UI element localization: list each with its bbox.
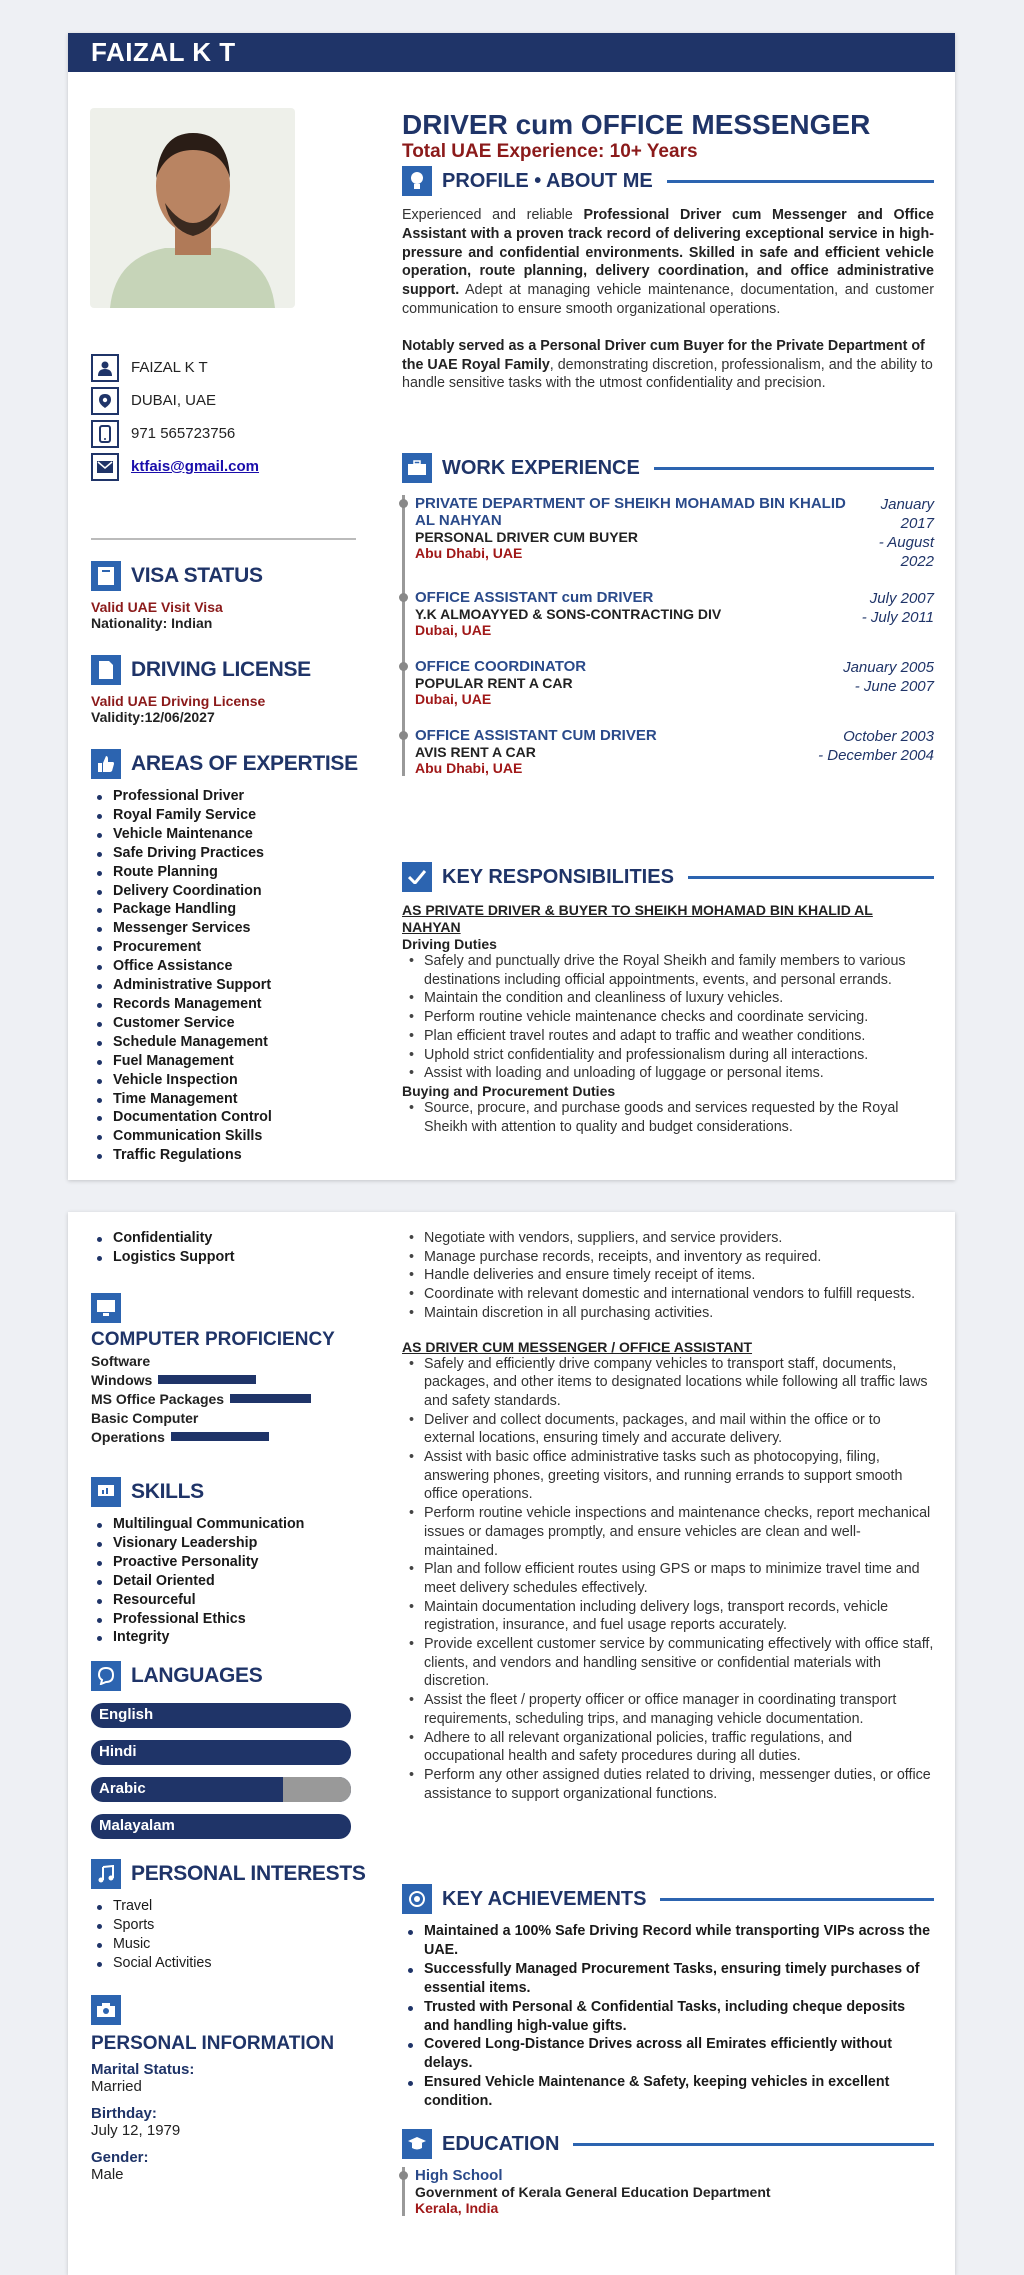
work-dates: January 2005 - June 2007 — [843, 659, 934, 695]
work-section — [402, 453, 934, 796]
license-section — [91, 655, 381, 725]
presentation-chart-icon — [91, 1477, 121, 1507]
profile-text: Experienced and reliable Professional Driver cum Messenger and Office Assistant with a proven track record of delivering exceptional service in high-pressure and confidential environments. Skilled in safe and efficient vehicle operation, route planning, delivery coordination, and office administrative support. Adept at managing vehicle maintenance, documentation, and customer communication to ensure smooth organizational operations. — [402, 207, 934, 317]
language-name: Arabic — [99, 1780, 146, 1797]
office-duties-list — [402, 1355, 934, 1804]
name-banner: FAIZAL K T — [68, 33, 955, 72]
target-icon — [402, 1884, 432, 1914]
person-icon — [91, 354, 119, 382]
buying-duties-list-continued — [402, 1229, 934, 1323]
skills-list — [91, 1515, 381, 1647]
expertise-item: Administrative Support — [91, 976, 381, 995]
timeline-dot — [399, 2171, 408, 2180]
work-dates: October 2003 - December 2004 — [818, 728, 934, 764]
experience-total: Total UAE Experience: 10+ Years — [402, 141, 698, 162]
resume-page-1 — [68, 33, 955, 1180]
expertise-item: Vehicle Maintenance — [91, 825, 381, 844]
nationality: Nationality: Indian — [91, 615, 213, 631]
languages-heading: LANGUAGES — [91, 1661, 381, 1691]
work-location: Dubai, UAE — [415, 691, 492, 707]
achievements-section — [402, 1884, 934, 2111]
work-heading: WORK EXPERIENCE — [402, 453, 934, 483]
skill-item: Professional Ethics — [91, 1610, 381, 1629]
marital-value: Married — [91, 2078, 142, 2095]
work-title: OFFICE ASSISTANT CUM DRIVER — [415, 727, 657, 744]
interest-item: Travel — [91, 1897, 381, 1916]
profile-section — [402, 166, 934, 393]
office-duty-item: • Maintain documentation including delivery logs, transport records, vehicle registration, insurance, and fuel usage reports accurately. — [402, 1598, 934, 1635]
responsibilities-section — [402, 862, 934, 1136]
work-timeline — [402, 495, 934, 776]
buying-duty-item: • Maintain discretion in all purchasing activities. — [402, 1304, 934, 1323]
office-duty-item: • Deliver and collect documents, packages, and mail within the office or to external locations, ensuring timely and accurate delivery. — [402, 1411, 934, 1448]
timeline-dot — [399, 731, 408, 740]
language-bar — [91, 1740, 351, 1765]
lightbulb-icon — [402, 166, 432, 196]
language-bar — [91, 1703, 351, 1728]
expertise-item: Office Assistance — [91, 957, 381, 976]
skills-section — [91, 1477, 381, 1647]
document-icon — [91, 655, 121, 685]
buying-duty-item: • Coordinate with relevant domestic and international vendors to fulfill requests. — [402, 1285, 934, 1304]
expertise-item: Documentation Control — [91, 1108, 381, 1127]
personal-heading: PERSONAL INFORMATION — [91, 2033, 335, 2054]
contact-city — [91, 384, 381, 417]
language-name: Hindi — [99, 1743, 137, 1760]
interest-item: Sports — [91, 1916, 381, 1935]
driving-duty-item: • Maintain the condition and cleanliness of luxury vehicles. — [402, 989, 934, 1008]
work-entry — [405, 589, 934, 638]
office-duty-item: • Safely and efficiently drive company vehicles to transport staff, documents, packages, and other items to designated locations while following all traffic laws and safety standards. — [402, 1355, 934, 1411]
expertise-item: Route Planning — [91, 863, 381, 882]
profile-royal-text: Notably served as a Personal Driver cum Buyer for the Private Department of the UAE Royal Family, demonstrating discretion, professionalism, and the ability to handle sensitive tasks with the utmost confidentiality and precision. — [402, 337, 933, 392]
computer-skill — [91, 1389, 381, 1408]
visa-section — [91, 561, 381, 631]
gender-label: Gender: — [91, 2149, 149, 2166]
achievement-item: Trusted with Personal & Confidential Tasks, including cheque deposits and handling high-value gifts. — [402, 1998, 934, 2036]
work-company: POPULAR RENT A CAR — [415, 675, 573, 691]
language-bar — [91, 1777, 351, 1802]
expertise-continued — [91, 1229, 381, 1267]
buying-duties-label: Buying and Procurement Duties — [402, 1082, 616, 1099]
contact-block — [91, 351, 381, 483]
driving-duty-item: • Assist with loading and unloading of luggage or personal items. — [402, 1064, 934, 1083]
expertise-item: Time Management — [91, 1090, 381, 1109]
expertise-item: Delivery Coordination — [91, 882, 381, 901]
visa-status: Valid UAE Visit Visa — [91, 599, 223, 615]
education-entry — [402, 2167, 934, 2216]
office-duty-item: • Perform routine vehicle inspections and maintenance checks, report mechanical issues or damages promptly, and ensure vehicles are clean and well-maintained. — [402, 1504, 934, 1560]
divider — [91, 538, 356, 540]
expertise-item: Logistics Support — [91, 1248, 381, 1267]
contact-name-text: FAIZAL K T — [131, 359, 208, 376]
buying-duties-list — [402, 1099, 934, 1136]
responsibilities-heading: KEY RESPONSIBILITIES — [402, 862, 934, 892]
achievements-list — [402, 1922, 934, 2111]
work-entry — [405, 658, 934, 707]
interests-list — [91, 1897, 381, 1973]
buying-duty-item: • Negotiate with vendors, suppliers, and service providers. — [402, 1229, 934, 1248]
buying-duty-item: • Handle deliveries and ensure timely receipt of items. — [402, 1266, 934, 1285]
expertise-item: Vehicle Inspection — [91, 1071, 381, 1090]
briefcase-icon — [402, 453, 432, 483]
driving-duty-item: • Plan efficient travel routes and adapt to traffic and weather conditions. — [402, 1027, 934, 1046]
achievement-item: Covered Long-Distance Drives across all Emirates efficiently without delays. — [402, 2035, 934, 2073]
expertise-item: Package Handling — [91, 900, 381, 919]
birthday-value: July 12, 1979 — [91, 2122, 181, 2139]
achievements-heading: KEY ACHIEVEMENTS — [402, 1884, 934, 1914]
computer-heading: COMPUTER PROFICIENCY — [91, 1329, 335, 1350]
expertise-item: Customer Service — [91, 1014, 381, 1033]
language-name: English — [99, 1706, 154, 1723]
contact-phone-text: 971 565723756 — [131, 425, 236, 442]
skill-item: Multilingual Communication — [91, 1515, 381, 1534]
computer-skill-bar — [158, 1375, 256, 1384]
buying-duty-item: • Source, procure, and purchase goods and services requested by the Royal Sheikh with attention to quality and budget considerations. — [402, 1099, 934, 1136]
expertise-section — [91, 749, 381, 1165]
computer-section — [91, 1293, 381, 1446]
profile-photo — [90, 108, 295, 308]
phone-icon — [91, 420, 119, 448]
contact-name — [91, 351, 381, 384]
computer-skill-label: MS Office Packages — [91, 1390, 225, 1407]
location-pin-icon — [91, 387, 119, 415]
interests-heading: PERSONAL INTERESTS — [91, 1859, 381, 1889]
expertise-item: Procurement — [91, 938, 381, 957]
education-heading: EDUCATION — [402, 2129, 934, 2159]
expertise-item: Safe Driving Practices — [91, 844, 381, 863]
computer-skill — [91, 1408, 381, 1427]
office-duty-item: • Adhere to all relevant organizational policies, traffic regulations, and occupational health and safety procedures during all duties. — [402, 1729, 934, 1766]
expertise-item: Fuel Management — [91, 1052, 381, 1071]
expertise-item: Communication Skills — [91, 1127, 381, 1146]
camera-icon — [91, 1995, 121, 2025]
title-block — [402, 109, 934, 163]
language-bar-remaining — [283, 1777, 351, 1802]
computer-skill-label: Operations — [91, 1428, 165, 1445]
job-title: DRIVER cum OFFICE MESSENGER — [402, 109, 871, 140]
computer-skill-label: Windows — [91, 1371, 153, 1388]
buying-duty-item: • Manage purchase records, receipts, and inventory as required. — [402, 1248, 934, 1267]
office-duty-item: • Plan and follow efficient routes using GPS or maps to minimize travel time and meet delivery schedules effectively. — [402, 1560, 934, 1597]
languages-section — [91, 1661, 381, 1851]
resume-page-2 — [68, 1212, 955, 2275]
computer-skill-list — [91, 1370, 381, 1446]
achievement-item: Successfully Managed Procurement Tasks, ensuring timely purchases of essential items. — [402, 1960, 934, 1998]
skill-item: Integrity — [91, 1628, 381, 1647]
expertise-list-continued — [91, 1229, 381, 1267]
expertise-item: Schedule Management — [91, 1033, 381, 1052]
marital-label: Marital Status: — [91, 2061, 195, 2078]
skills-heading: SKILLS — [91, 1477, 381, 1507]
birthday-label: Birthday: — [91, 2105, 157, 2122]
skill-item: Visionary Leadership — [91, 1534, 381, 1553]
work-title: OFFICE COORDINATOR — [415, 658, 587, 675]
computer-skill-bar — [230, 1394, 311, 1403]
music-note-icon — [91, 1859, 121, 1889]
responsibilities-continued — [402, 1229, 934, 1803]
expertise-item: Records Management — [91, 995, 381, 1014]
expertise-item: Messenger Services — [91, 919, 381, 938]
expertise-item: Royal Family Service — [91, 806, 381, 825]
graduation-cap-icon — [402, 2129, 432, 2159]
language-name: Malayalam — [99, 1817, 175, 1834]
gender-value: Male — [91, 2166, 124, 2183]
timeline-dot — [399, 662, 408, 671]
work-location: Abu Dhabi, UAE — [415, 760, 523, 776]
timeline-dot — [399, 499, 408, 508]
timeline-dot — [399, 593, 408, 602]
license-validity: Validity:12/06/2027 — [91, 709, 215, 725]
expertise-list — [91, 787, 381, 1165]
computer-skill — [91, 1370, 381, 1389]
resp-royal-subheading: AS PRIVATE DRIVER & BUYER TO SHEIKH MOHAMAD BIN KHALID AL NAHYAN — [402, 902, 873, 935]
driving-duty-item: • Safely and punctually drive the Royal Sheikh and family members to various destinations including official appointments, events, and personal errands. — [402, 952, 934, 989]
work-entry — [405, 495, 934, 570]
skill-item: Proactive Personality — [91, 1553, 381, 1572]
education-section — [402, 2129, 934, 2236]
driving-duty-item: • Uphold strict confidentiality and professionalism during all interactions. — [402, 1046, 934, 1065]
contact-email — [91, 450, 381, 483]
work-dates: July 2007 - July 2011 — [861, 590, 934, 626]
education-level: High School — [415, 2167, 503, 2184]
monitor-icon — [91, 1293, 121, 1323]
expertise-item: Confidentiality — [91, 1229, 381, 1248]
achievement-item: Ensured Vehicle Maintenance & Safety, keeping vehicles in excellent condition. — [402, 2073, 934, 2111]
thumbs-up-icon — [91, 749, 121, 779]
resp-office-subheading: AS DRIVER CUM MESSENGER / OFFICE ASSISTANT — [402, 1338, 753, 1355]
software-label: Software — [91, 1352, 151, 1369]
office-duty-item: • Provide excellent customer service by communicating effectively with office staff, clients, and vendors and handling sensitive or confidential materials with discretion. — [402, 1635, 934, 1691]
education-board: Government of Kerala General Education Department — [415, 2184, 771, 2200]
office-duty-item: • Assist the fleet / property officer or office manager in coordinating transport requirements, scheduling trips, and managing vehicle documentation. — [402, 1691, 934, 1728]
driving-duties-list — [402, 952, 934, 1083]
education-place: Kerala, India — [415, 2200, 499, 2216]
expertise-item: Traffic Regulations — [91, 1146, 381, 1165]
speech-icon — [91, 1661, 121, 1691]
expertise-heading: AREAS OF EXPERTISE — [91, 749, 381, 779]
interest-item: Music — [91, 1935, 381, 1954]
work-company: PERSONAL DRIVER CUM BUYER — [415, 529, 638, 545]
work-company: AVIS RENT A CAR — [415, 744, 536, 760]
checkmark-icon — [402, 862, 432, 892]
achievement-item: Maintained a 100% Safe Driving Record while transporting VIPs across the UAE. — [402, 1922, 934, 1960]
skill-item: Detail Oriented — [91, 1572, 381, 1591]
interest-item: Social Activities — [91, 1954, 381, 1973]
work-company: Y.K ALMOAYYED & SONS-CONTRACTING DIV — [415, 606, 722, 622]
expertise-item: Professional Driver — [91, 787, 381, 806]
driving-duties-label: Driving Duties — [402, 936, 497, 952]
office-duty-item: • Assist with basic office administrative tasks such as photocopying, filing, answering phones, greeting visitors, and running errands to support smooth office operations. — [402, 1448, 934, 1504]
work-location: Dubai, UAE — [415, 622, 492, 638]
email-link[interactable]: ktfais@gmail.com — [131, 458, 259, 475]
work-title: OFFICE ASSISTANT cum DRIVER — [415, 589, 654, 606]
work-title: PRIVATE DEPARTMENT OF SHEIKH MOHAMAD BIN KHALID AL NAHYAN — [415, 495, 846, 529]
office-duty-item: • Perform any other assigned duties related to driving, messenger duties, or office assistance to support organizational functions. — [402, 1766, 934, 1803]
work-entry — [405, 727, 934, 776]
visa-heading: VISA STATUS — [91, 561, 381, 591]
interests-section — [91, 1859, 381, 1973]
work-location: Abu Dhabi, UAE — [415, 545, 523, 561]
language-bar — [91, 1814, 351, 1839]
languages-list — [91, 1703, 351, 1839]
passport-icon — [91, 561, 121, 591]
profile-heading: PROFILE • ABOUT ME — [402, 166, 934, 196]
computer-skill — [91, 1427, 381, 1446]
email-icon — [91, 453, 119, 481]
personal-section — [91, 1995, 381, 2183]
license-status: Valid UAE Driving License — [91, 693, 266, 709]
work-dates: January 2017 - August 2022 — [878, 496, 934, 570]
contact-phone — [91, 417, 381, 450]
computer-skill-bar — [171, 1432, 269, 1441]
license-heading: DRIVING LICENSE — [91, 655, 381, 685]
computer-skill-label: Basic Computer — [91, 1409, 199, 1426]
contact-city-text: DUBAI, UAE — [131, 392, 217, 409]
driving-duty-item: • Perform routine vehicle maintenance checks and coordinate servicing. — [402, 1008, 934, 1027]
skill-item: Resourceful — [91, 1591, 381, 1610]
